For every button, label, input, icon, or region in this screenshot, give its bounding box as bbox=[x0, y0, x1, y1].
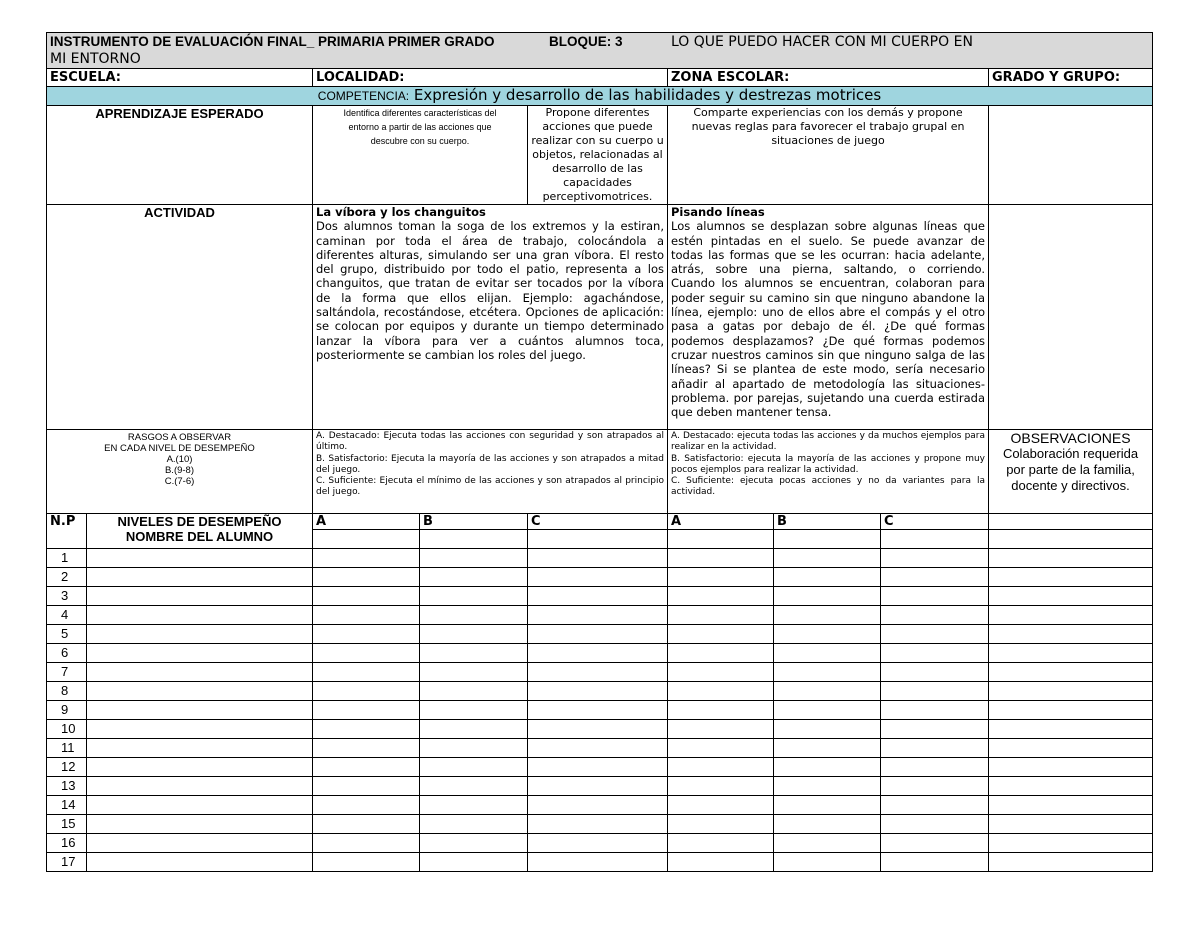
row-number: 5 bbox=[47, 625, 87, 644]
row-number: 11 bbox=[47, 739, 87, 758]
grade-cell[interactable] bbox=[881, 853, 989, 872]
grade-cell[interactable] bbox=[528, 853, 668, 872]
rasgos-2-b: B. Satisfactorio: ejecuta la mayoría de las acciones y propone muy pocos ejemplos para realizar la actividad. bbox=[671, 453, 986, 475]
grade-cell[interactable] bbox=[313, 853, 420, 872]
grade-cell[interactable] bbox=[528, 796, 668, 815]
competencia-text: Expresión y desarrollo de las habilidades y destrezas motrices bbox=[413, 86, 882, 104]
grade-cell[interactable] bbox=[668, 796, 774, 815]
zona-label: ZONA ESCOLAR: bbox=[671, 70, 790, 85]
grade-cell[interactable] bbox=[528, 777, 668, 796]
aprendizaje-2-cell bbox=[528, 106, 668, 205]
student-name-cell[interactable] bbox=[87, 644, 313, 663]
grade-cell[interactable] bbox=[313, 758, 420, 777]
localidad-label: LOCALIDAD: bbox=[316, 70, 405, 85]
grade-cell[interactable] bbox=[774, 777, 881, 796]
table-row bbox=[47, 834, 1153, 853]
grade-cell[interactable] bbox=[881, 644, 989, 663]
grade-cell[interactable] bbox=[774, 625, 881, 644]
grade-cell[interactable] bbox=[528, 568, 668, 587]
aprendizaje-3-cell bbox=[668, 106, 989, 205]
table-row bbox=[47, 815, 1153, 834]
grade-cell[interactable] bbox=[668, 834, 774, 853]
title-instrument: INSTRUMENTO DE EVALUACIÓN FINAL_ PRIMARIA PRIMER GRADO bbox=[50, 34, 495, 49]
cell[interactable] bbox=[313, 530, 420, 549]
table-row bbox=[47, 777, 1153, 796]
grade-cell[interactable] bbox=[528, 625, 668, 644]
grade-cell[interactable] bbox=[313, 644, 420, 663]
grade-cell[interactable] bbox=[528, 587, 668, 606]
grade-cell[interactable] bbox=[881, 701, 989, 720]
grade-cell[interactable] bbox=[528, 663, 668, 682]
grade-cell[interactable] bbox=[989, 701, 1153, 720]
grade-cell[interactable] bbox=[420, 701, 528, 720]
grade-cell[interactable] bbox=[668, 625, 774, 644]
grade-cell[interactable] bbox=[668, 739, 774, 758]
grade-cell[interactable] bbox=[774, 568, 881, 587]
grade-cell[interactable] bbox=[881, 834, 989, 853]
col-a2-header: A bbox=[668, 514, 774, 530]
student-name-cell[interactable] bbox=[87, 682, 313, 701]
grade-cell[interactable] bbox=[774, 720, 881, 739]
cell[interactable] bbox=[989, 530, 1153, 549]
grade-cell[interactable] bbox=[881, 549, 989, 568]
grade-cell[interactable] bbox=[313, 815, 420, 834]
grade-cell[interactable] bbox=[528, 644, 668, 663]
observaciones-cell bbox=[989, 430, 1153, 514]
table-row bbox=[47, 606, 1153, 625]
aprendizaje-2: Propone diferentes acciones que puede realizar con su cuerpo u objetos, relacionadas al desarrollo de las capacidades perceptivomotrices. bbox=[531, 106, 664, 203]
grade-cell[interactable] bbox=[420, 663, 528, 682]
grade-cell[interactable] bbox=[989, 758, 1153, 777]
rasgos-2-a: A. Destacado: ejecuta todas las acciones y da muchos ejemplos para realizar en la actividad. bbox=[671, 431, 986, 453]
grade-cell[interactable] bbox=[774, 701, 881, 720]
grade-cell[interactable] bbox=[668, 720, 774, 739]
rasgos-label bbox=[47, 430, 313, 514]
grade-cell[interactable] bbox=[989, 739, 1153, 758]
grade-cell[interactable] bbox=[881, 606, 989, 625]
header-row bbox=[47, 69, 1153, 87]
grade-cell[interactable] bbox=[313, 834, 420, 853]
grade-cell[interactable] bbox=[313, 701, 420, 720]
col-b1-header: B bbox=[420, 514, 528, 530]
row-number: 6 bbox=[47, 644, 87, 663]
student-name-cell[interactable] bbox=[87, 853, 313, 872]
grade-cell[interactable] bbox=[881, 739, 989, 758]
grade-cell[interactable] bbox=[420, 644, 528, 663]
rasgos-2-cell bbox=[668, 430, 989, 514]
grade-cell[interactable] bbox=[774, 834, 881, 853]
table-row bbox=[47, 568, 1153, 587]
table-row bbox=[47, 587, 1153, 606]
actividad-1-title: La víbora y los changuitos bbox=[316, 205, 486, 219]
rasgos-line-5: C.(7-6) bbox=[164, 476, 195, 487]
grade-cell[interactable] bbox=[420, 853, 528, 872]
aprendizaje-1-cell bbox=[313, 106, 528, 205]
grade-cell[interactable] bbox=[989, 625, 1153, 644]
actividad-1-cell bbox=[313, 205, 668, 430]
grade-cell[interactable] bbox=[881, 815, 989, 834]
grade-cell[interactable] bbox=[774, 739, 881, 758]
grade-cell[interactable] bbox=[420, 815, 528, 834]
table-row bbox=[47, 625, 1153, 644]
grade-cell[interactable] bbox=[881, 777, 989, 796]
grade-cell[interactable] bbox=[774, 606, 881, 625]
col-c2-header: C bbox=[881, 514, 989, 530]
row-number: 12 bbox=[47, 758, 87, 777]
col-a1-header: A bbox=[313, 514, 420, 530]
table-row bbox=[47, 853, 1153, 872]
grade-cell[interactable] bbox=[668, 568, 774, 587]
grade-cell[interactable] bbox=[313, 549, 420, 568]
grade-cell[interactable] bbox=[989, 853, 1153, 872]
grade-cell[interactable] bbox=[668, 682, 774, 701]
grade-cell[interactable] bbox=[989, 796, 1153, 815]
student-name-cell[interactable] bbox=[87, 777, 313, 796]
grade-cell[interactable] bbox=[420, 587, 528, 606]
student-name-cell[interactable] bbox=[87, 606, 313, 625]
student-name-cell[interactable] bbox=[87, 815, 313, 834]
table-row bbox=[47, 701, 1153, 720]
row-number: 17 bbox=[47, 853, 87, 872]
grado-field[interactable] bbox=[989, 69, 1153, 87]
niveles-label: NIVELES DE DESEMPEÑO bbox=[117, 514, 282, 529]
grade-cell[interactable] bbox=[989, 549, 1153, 568]
actividad-2-cell bbox=[668, 205, 989, 430]
grade-cell[interactable] bbox=[668, 815, 774, 834]
escuela-label: ESCUELA: bbox=[50, 70, 122, 85]
row-number: 10 bbox=[47, 720, 87, 739]
table-row bbox=[47, 739, 1153, 758]
col-obs-header bbox=[989, 514, 1153, 530]
student-name-cell[interactable] bbox=[87, 796, 313, 815]
table-row bbox=[47, 644, 1153, 663]
aprendizaje-label: APRENDIZAJE ESPERADO bbox=[47, 106, 313, 205]
actividad-2-title: Pisando líneas bbox=[671, 205, 765, 219]
student-name-cell[interactable] bbox=[87, 701, 313, 720]
table-row bbox=[47, 758, 1153, 777]
row-number: 15 bbox=[47, 815, 87, 834]
title-right-cell bbox=[989, 33, 1153, 69]
row-number: 4 bbox=[47, 606, 87, 625]
table-row bbox=[47, 549, 1153, 568]
row-number: 7 bbox=[47, 663, 87, 682]
competencia-prefix: COMPETENCIA: bbox=[317, 89, 410, 103]
grade-cell[interactable] bbox=[989, 644, 1153, 663]
rasgos-2-c: C. Suficiente: ejecuta pocas acciones y no da variantes para la actividad. bbox=[671, 476, 986, 498]
competencia-cell bbox=[47, 87, 1153, 106]
grade-cell[interactable] bbox=[420, 758, 528, 777]
grade-cell[interactable] bbox=[881, 720, 989, 739]
grade-cell[interactable] bbox=[774, 758, 881, 777]
grade-cell[interactable] bbox=[668, 758, 774, 777]
nombre-alumno-label: NOMBRE DEL ALUMNO bbox=[125, 529, 274, 544]
student-name-cell[interactable] bbox=[87, 720, 313, 739]
aprendizaje-3: Comparte experiencias con los demás y propone nuevas reglas para favorecer el trabajo grupal en situaciones de juego bbox=[691, 106, 965, 147]
grade-cell[interactable] bbox=[313, 606, 420, 625]
grade-cell[interactable] bbox=[313, 625, 420, 644]
student-name-cell[interactable] bbox=[87, 663, 313, 682]
rasgos-line-4: B.(9-8) bbox=[164, 465, 195, 476]
student-rows bbox=[47, 549, 1153, 872]
grade-cell[interactable] bbox=[881, 682, 989, 701]
cell[interactable] bbox=[774, 530, 881, 549]
row-number: 2 bbox=[47, 568, 87, 587]
rasgos-1-cell bbox=[313, 430, 668, 514]
grade-cell[interactable] bbox=[420, 568, 528, 587]
grade-cell[interactable] bbox=[668, 663, 774, 682]
grade-cell[interactable] bbox=[989, 606, 1153, 625]
grade-cell[interactable] bbox=[989, 568, 1153, 587]
actividad-row bbox=[47, 205, 1153, 430]
cell[interactable] bbox=[881, 530, 989, 549]
title-bloque-name: LO QUE PUEDO HACER CON MI CUERPO EN MI ENTORNO bbox=[50, 34, 973, 67]
grade-cell[interactable] bbox=[774, 682, 881, 701]
table-row bbox=[47, 682, 1153, 701]
grade-cell[interactable] bbox=[989, 834, 1153, 853]
table-row bbox=[47, 796, 1153, 815]
row-number: 1 bbox=[47, 549, 87, 568]
grade-cell[interactable] bbox=[313, 663, 420, 682]
evaluation-instrument bbox=[46, 32, 1152, 872]
grade-cell[interactable] bbox=[774, 663, 881, 682]
observaciones-title: OBSERVACIONES bbox=[1010, 430, 1131, 446]
grade-cell[interactable] bbox=[420, 796, 528, 815]
student-name-cell[interactable] bbox=[87, 758, 313, 777]
grade-cell[interactable] bbox=[420, 720, 528, 739]
student-name-cell[interactable] bbox=[87, 568, 313, 587]
localidad-field[interactable] bbox=[313, 69, 668, 87]
grade-cell[interactable] bbox=[668, 549, 774, 568]
rasgos-1-b: B. Satisfactorio: Ejecuta la mayoría de las acciones y son atrapados a mitad del juego. bbox=[316, 453, 664, 475]
title-bloque: BLOQUE: 3 bbox=[548, 34, 623, 49]
grade-cell[interactable] bbox=[774, 644, 881, 663]
rasgos-1-a: A. Destacado: Ejecuta todas las acciones con seguridad y son atrapados al último. bbox=[316, 431, 664, 453]
grade-cell[interactable] bbox=[313, 739, 420, 758]
grade-cell[interactable] bbox=[881, 663, 989, 682]
grade-cell[interactable] bbox=[528, 682, 668, 701]
grade-cell[interactable] bbox=[528, 606, 668, 625]
grade-cell[interactable] bbox=[989, 663, 1153, 682]
student-name-cell[interactable] bbox=[87, 625, 313, 644]
grade-cell[interactable] bbox=[313, 682, 420, 701]
grado-label: GRADO Y GRUPO: bbox=[992, 70, 1121, 85]
rasgos-line-2: EN CADA NIVEL DE DESEMPEÑO bbox=[104, 443, 255, 454]
grade-cell[interactable] bbox=[668, 853, 774, 872]
grade-cell[interactable] bbox=[420, 549, 528, 568]
grade-cell[interactable] bbox=[313, 777, 420, 796]
competencia-row bbox=[47, 87, 1153, 106]
grade-cell[interactable] bbox=[668, 587, 774, 606]
aprendizaje-empty bbox=[989, 106, 1153, 205]
grade-cell[interactable] bbox=[528, 739, 668, 758]
grade-cell[interactable] bbox=[774, 587, 881, 606]
row-number: 9 bbox=[47, 701, 87, 720]
title-cell bbox=[47, 33, 989, 69]
col-b2-header: B bbox=[774, 514, 881, 530]
grade-cell[interactable] bbox=[881, 568, 989, 587]
niveles-row bbox=[47, 514, 1153, 530]
grade-cell[interactable] bbox=[774, 815, 881, 834]
rasgos-line-3: A.(10) bbox=[166, 454, 193, 465]
title-row bbox=[47, 33, 1153, 69]
row-number: 13 bbox=[47, 777, 87, 796]
student-name-cell[interactable] bbox=[87, 587, 313, 606]
aprendizaje-row bbox=[47, 106, 1153, 205]
grade-cell[interactable] bbox=[420, 606, 528, 625]
grade-cell[interactable] bbox=[774, 549, 881, 568]
grade-cell[interactable] bbox=[989, 682, 1153, 701]
table-row bbox=[47, 663, 1153, 682]
np-header: N.P bbox=[47, 514, 87, 549]
niveles-header bbox=[87, 514, 313, 549]
row-number: 16 bbox=[47, 834, 87, 853]
col-c1-header: C bbox=[528, 514, 668, 530]
grade-cell[interactable] bbox=[668, 701, 774, 720]
observaciones-text: Colaboración requerida por parte de la familia, docente y directivos. bbox=[1002, 446, 1139, 493]
grade-cell[interactable] bbox=[881, 758, 989, 777]
grade-cell[interactable] bbox=[774, 853, 881, 872]
row-number: 3 bbox=[47, 587, 87, 606]
row-number: 8 bbox=[47, 682, 87, 701]
grade-cell[interactable] bbox=[881, 796, 989, 815]
actividad-label: ACTIVIDAD bbox=[47, 205, 313, 430]
grade-cell[interactable] bbox=[528, 701, 668, 720]
grade-cell[interactable] bbox=[989, 777, 1153, 796]
grade-cell[interactable] bbox=[881, 625, 989, 644]
grade-cell[interactable] bbox=[989, 815, 1153, 834]
cell[interactable] bbox=[668, 530, 774, 549]
student-name-cell[interactable] bbox=[87, 834, 313, 853]
rasgos-1-c: C. Suficiente: Ejecuta el mínimo de las acciones y son atrapados al principio del juego. bbox=[316, 476, 664, 498]
actividad-2-text: Los alumnos se desplazan sobre algunas líneas que estén pintadas en el suelo. Se puede avanzar de todas las formas que se les ocurran: hacia adelante, atrás, sobre una pierna, saltando, o corriendo. Cuando los alumnos se encuentran, colaboran para poder seguir su camino sin que ninguno abandone la línea, ejemplo: uno de ellos abre el compás y el otro pasa a gatas por debajo de él. ¿De qué formas podemos desplazamos? ¿De qué formas podemos cruzar nuestros caminos sin que ninguno salga de las líneas? Si se plantea de este modo, sería necesario añadir al apartado de metodología las situaciones-problema. por parejas, sujetando una cuerda estirada que deben mantener tensa. bbox=[671, 219, 986, 420]
grade-cell[interactable] bbox=[989, 587, 1153, 606]
grade-cell[interactable] bbox=[528, 720, 668, 739]
aprendizaje-1: Identifica diferentes características del entorno a partir de las acciones que descubre con su cuerpo. bbox=[343, 108, 497, 146]
grade-cell[interactable] bbox=[420, 777, 528, 796]
zona-field[interactable] bbox=[668, 69, 989, 87]
grade-cell[interactable] bbox=[774, 796, 881, 815]
grade-cell[interactable] bbox=[528, 815, 668, 834]
grade-cell[interactable] bbox=[420, 682, 528, 701]
student-name-cell[interactable] bbox=[87, 549, 313, 568]
grade-cell[interactable] bbox=[668, 644, 774, 663]
grade-cell[interactable] bbox=[313, 720, 420, 739]
rasgos-row bbox=[47, 430, 1153, 514]
grade-cell[interactable] bbox=[668, 606, 774, 625]
grade-cell[interactable] bbox=[528, 549, 668, 568]
cell[interactable] bbox=[528, 530, 668, 549]
grade-cell[interactable] bbox=[420, 739, 528, 758]
grade-cell[interactable] bbox=[313, 587, 420, 606]
grade-cell[interactable] bbox=[881, 587, 989, 606]
grade-cell[interactable] bbox=[313, 796, 420, 815]
grade-cell[interactable] bbox=[313, 568, 420, 587]
grade-cell[interactable] bbox=[528, 834, 668, 853]
grade-cell[interactable] bbox=[528, 758, 668, 777]
grade-cell[interactable] bbox=[989, 720, 1153, 739]
student-name-cell[interactable] bbox=[87, 739, 313, 758]
evaluation-table bbox=[46, 32, 1153, 872]
actividad-1-text: Dos alumnos toman la soga de los extremos y la estiran, caminan por toda el área de trabajo, colocándola a diferentes alturas, simulando ser una gran víbora. El resto del grupo, distribuido por todo el patio, representa a los changuitos, que tratan de evitar ser tocados por la víbora de la forma que ellos elijan. Ejemplo: agachándose, saltándola, recostándose, etcétera. Opciones de aplicación: se colocan por equipos y durante un tiempo determinado lanzar la víbora para ver a cuántos alumnos toca, posteriormente se cambian los roles del juego. bbox=[316, 219, 664, 362]
grade-cell[interactable] bbox=[668, 777, 774, 796]
cell[interactable] bbox=[420, 530, 528, 549]
grade-cell[interactable] bbox=[420, 834, 528, 853]
table-row bbox=[47, 720, 1153, 739]
grade-cell[interactable] bbox=[420, 625, 528, 644]
escuela-field[interactable] bbox=[47, 69, 313, 87]
actividad-empty bbox=[989, 205, 1153, 430]
row-number: 14 bbox=[47, 796, 87, 815]
rasgos-line-1: RASGOS A OBSERVAR bbox=[127, 432, 232, 443]
